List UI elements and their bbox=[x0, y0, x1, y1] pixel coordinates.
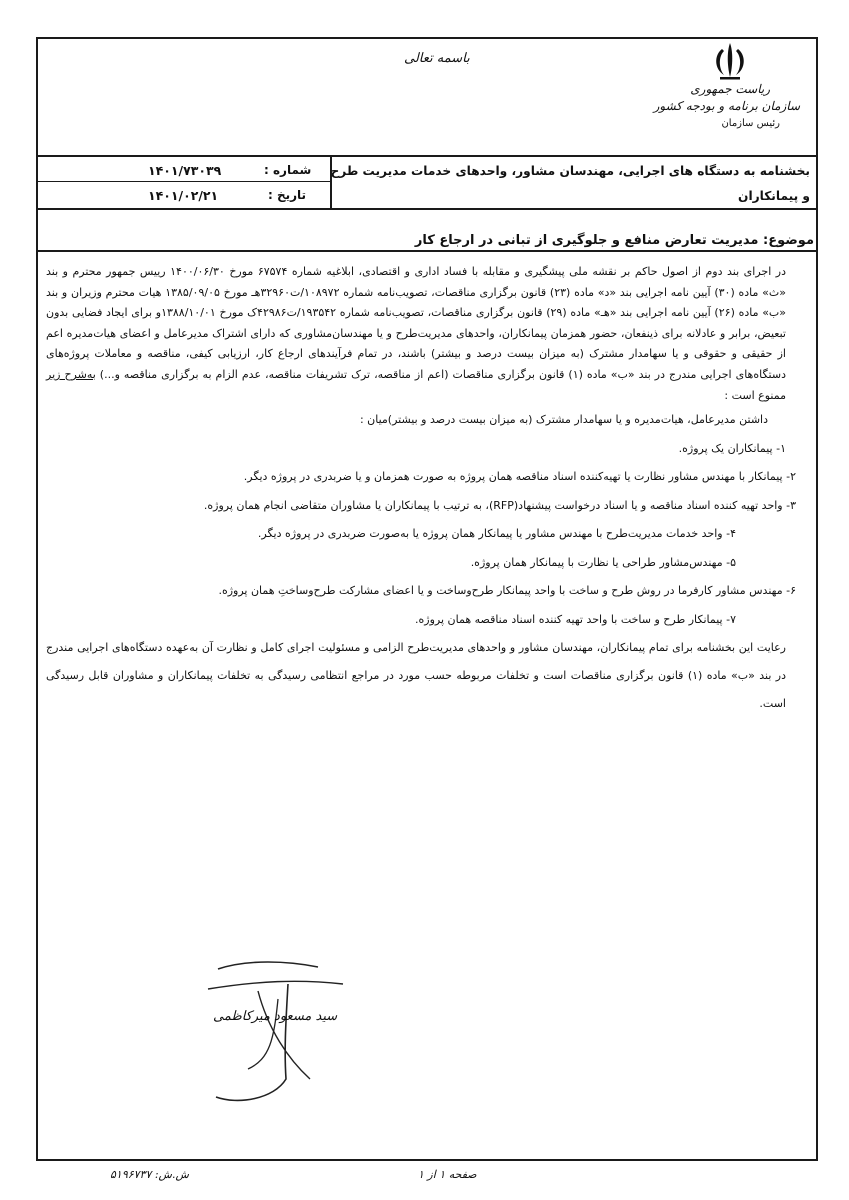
number-label: شماره : bbox=[264, 163, 312, 177]
intro-end: ممنوع است : bbox=[724, 388, 786, 402]
subject-divider bbox=[38, 250, 816, 252]
closing-paragraph: رعایت این بخشنامه برای تمام پیمانکاران، مهندسان مشاور و واحدهای مدیریت‌طرح الزامی و مسئولیت اجرای کامل و نظارت آن به‌عهده دستگاه‌های اجرایی مندرج در بند «ب» ماده (۱) قانون برگزاری مناقصات است و تخلفات مربوطه حسب مورد در مراجع انتظامی رسیدگی به تخلفات پیمانکاران و مشاوران قابل رسیدگی است. bbox=[46, 641, 787, 711]
list-item: ۴- واحد خدمات مدیریت‌طرح با مهندس مشاور یا پیمانکار همان پروژه یا به‌صورت ضربدری در پروژه دیگر. bbox=[257, 527, 736, 541]
bismillah-heading: باسمه تعالی bbox=[404, 51, 470, 66]
page-number: صفحه ۱ از ۱ bbox=[418, 1168, 477, 1181]
letter-number: ۱۴۰۱/۷۳۰۳۹ bbox=[148, 163, 222, 178]
lead-paragraph: داشتن مدیرعامل، هیات‌مدیره و یا سهامدار مشترک (به میزان بیست درصد و بیشتر)میان : bbox=[359, 413, 768, 427]
meta-row-divider bbox=[38, 181, 330, 182]
subject-label: موضوع: bbox=[763, 233, 814, 248]
list-item: ۷- پیمانکار طرح و ساخت با واحد تهیه کننده اسناد مناقصه همان پروژه. bbox=[415, 612, 736, 626]
intro-paragraph bbox=[46, 262, 806, 406]
list-item: ۶- مهندس مشاور کارفرما در روش طرح و ساخت با واحد پیمانکار طرح‌وساخت و یا اعضای مشارکت طرح‌وساختِ همان پروژه. bbox=[218, 584, 796, 598]
signature-scribble bbox=[178, 929, 358, 1129]
org-head: رئیس سازمان bbox=[721, 118, 780, 129]
org-name: سازمان برنامه و بودجه کشور bbox=[653, 99, 800, 113]
signatory-name: سید مسعود میرکاظمی bbox=[213, 1009, 338, 1024]
list-item: ۱- پیمانکاران یک پروژه. bbox=[678, 441, 786, 455]
meta-table bbox=[38, 155, 816, 229]
subject-line bbox=[415, 233, 814, 248]
page-footer bbox=[0, 1163, 849, 1193]
tracking-number: ش.ش: ۵۱۹۶۷۳۷ bbox=[110, 1168, 189, 1181]
list-item: ۳- واحد تهیه کننده اسناد مناقصه و یا اسناد درخواست پیشنهاد(RFP)، به ترتیب با پیمانکاران یا مشاوران متقاضی انجام همان پروژه. bbox=[203, 498, 796, 512]
iran-emblem-icon bbox=[710, 39, 750, 83]
letter-frame bbox=[36, 37, 818, 1161]
subject-text: مدیریت تعارض منافع و جلوگیری از تبانی در ارجاع کار bbox=[414, 233, 759, 248]
letter-date: ۱۴۰۱/۰۲/۲۱ bbox=[148, 188, 219, 203]
list-item: ۲- پیمانکار با مهندس مشاور نظارت یا تهیه‌کننده اسناد مناقصه همان پروژه به صورت همزمان و یا ضربدری در پروژه دیگر. bbox=[243, 470, 796, 484]
meta-divider-vertical bbox=[330, 155, 332, 208]
letter-body bbox=[46, 262, 806, 718]
org-presidency: ریاست جمهوری bbox=[690, 82, 770, 96]
organization-block bbox=[654, 81, 800, 132]
intro-underlined: به‌شرح زیر bbox=[46, 367, 96, 381]
date-label: تاریخ : bbox=[268, 188, 307, 202]
recipients: بخشنامه به دستگاه های اجرایی، مهندسان مشاور، واحدهای خدمات مدیریت طرح و پیمانکاران bbox=[330, 164, 810, 203]
meta-bottom-divider bbox=[38, 208, 816, 210]
intro-text: در اجرای بند دوم از اصول حاکم بر نقشه ملی پیشگیری و مقابله با فساد اداری و اقتصادی، ابلاغیه شماره ۶۷۵۷۴ مورخ ۱۴۰۰/۰۶/۳۰ رییس جمهور محترم و بند «ث» ماده (۳۰) آیین نامه اجرایی بند «د» ماده (۲۳) قانون برگزاری مناقصات، تصویب‌نامه شماره ۱۰۸۹۷۲/ت۳۲۹۶۰هـ مورخ ۱۳۸۵/۰۹/۰۵ هیات محترم وزیران و بند «ب» ماده (۲۶) آیین نامه اجرایی بند «هـ» ماده (۲۹) قانون برگزاری مناقصات، تصویب‌نامه شماره ۱۹۳۵۴۲/ت۴۲۹۸۶ک مورخ ۱۳۸۸/۱۰/۰۱و برای ایجاد فضایی بدون تبعیض، برابر و عادلانه برای ذینفعان، حضور همزمان پیمانکاران، واحدهای مدیریت‌طرح و یا مهندسان‌مشاوری که دارای اشتراک مدیرعامل و اعضای هیات‌مدیره اعم از حقیقی و حقوقی و یا سهامدار مشترک (به میزان بیست درصد و بیشتر) باشند، در تمام فرآیندهای ارجاع کار، ارزیابی کیفی، مناقصه و معاملات پروژه‌های دستگاه‌های اجرایی مندرج در بند «ب» ماده (۱) قانون برگزاری مناقصات (اعم از مناقصه، ترک تشریفات مناقصه، عدم الزام به برگزاری مناقصه و...) bbox=[46, 265, 787, 381]
list-item: ۵- مهندس‌مشاور طراحی یا نظارت با پیمانکار همان پروژه. bbox=[470, 555, 736, 569]
